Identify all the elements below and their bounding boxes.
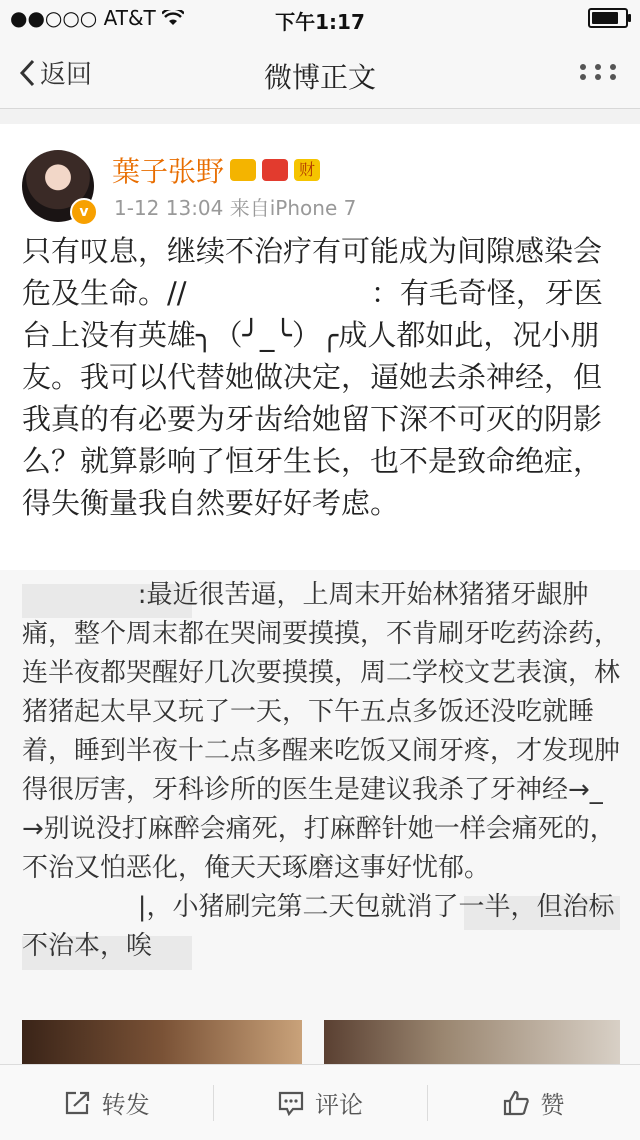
back-label: 返回	[40, 60, 93, 90]
verified-badge-icon: v	[70, 198, 98, 226]
username[interactable]: 葉子张野	[112, 155, 225, 188]
carrier-label: ●●○○○ AT&T	[10, 6, 156, 30]
photo-thumbnail[interactable]	[22, 1020, 302, 1064]
status-bar	[0, 0, 640, 36]
more-dot-icon	[610, 74, 616, 80]
username-row	[112, 150, 320, 190]
battery-icon	[588, 8, 628, 28]
post-meta: 1-12 13:04 来自iPhone 7	[114, 196, 357, 220]
repost-label: 转发	[101, 1091, 150, 1119]
thumbs-up-icon	[502, 1090, 530, 1116]
repost-button[interactable]	[0, 1065, 213, 1140]
more-button[interactable]	[580, 64, 618, 80]
like-label: 赞	[540, 1091, 565, 1119]
clock: 下午1:17	[275, 10, 365, 34]
page-title: 微博正文	[263, 61, 376, 94]
action-toolbar	[0, 1064, 640, 1140]
comment-icon	[277, 1090, 305, 1116]
crown-icon	[230, 159, 256, 181]
wealth-badge-icon: 财	[294, 159, 320, 181]
red-envelope-icon	[262, 159, 288, 181]
more-dot-icon	[610, 64, 616, 70]
comment-button[interactable]	[213, 1065, 426, 1140]
comment-label: 评论	[314, 1091, 363, 1119]
post-text: 只有叹息，继续不治疗有可能成为间隙感染会危及生命。// ：有毛奇怪，牙医台上没有英雄╮（╯_╰）╭成人都如此，况小朋友。我可以代替她做决定，逼她去杀神经，但我真的有必要为牙齿给她留下深不可灭的阴影么？就算影响了恒牙生长，也不是致命绝症，得失衡量我自然要好好考虑。	[22, 234, 603, 520]
more-dot-icon	[580, 74, 586, 80]
quoted-post-text: :最近很苦逼，上周末开始林猪猪牙龈肿痛，整个周末都在哭闹要摸摸，不肯刷牙吃药涂药，连半夜都哭醒好几次要摸摸，周二学校文艺表演，林猪猪起太早又玩了一天，下午五点多饭还没吃就睡着，睡到半夜十二点多醒来吃饭又闹牙疼，才发现肿得很厉害，牙科诊所的医生是建议我杀了牙神经→_→别说没打麻醉会痛死，打麻醉针她一样会痛死的，不治又怕恶化，俺天天琢磨这事好忧郁。 |，小猪刷完第二天包就消了一半，但治标不治本，唉	[22, 580, 621, 961]
like-button[interactable]	[427, 1065, 640, 1140]
more-dot-icon	[595, 74, 601, 80]
share-icon	[64, 1090, 92, 1116]
more-dot-icon	[595, 64, 601, 70]
post-card	[0, 124, 640, 1064]
nav-bar	[0, 36, 640, 109]
photo-thumbnail[interactable]	[324, 1020, 620, 1064]
quoted-post[interactable]	[0, 570, 640, 1064]
more-dot-icon	[580, 64, 586, 70]
